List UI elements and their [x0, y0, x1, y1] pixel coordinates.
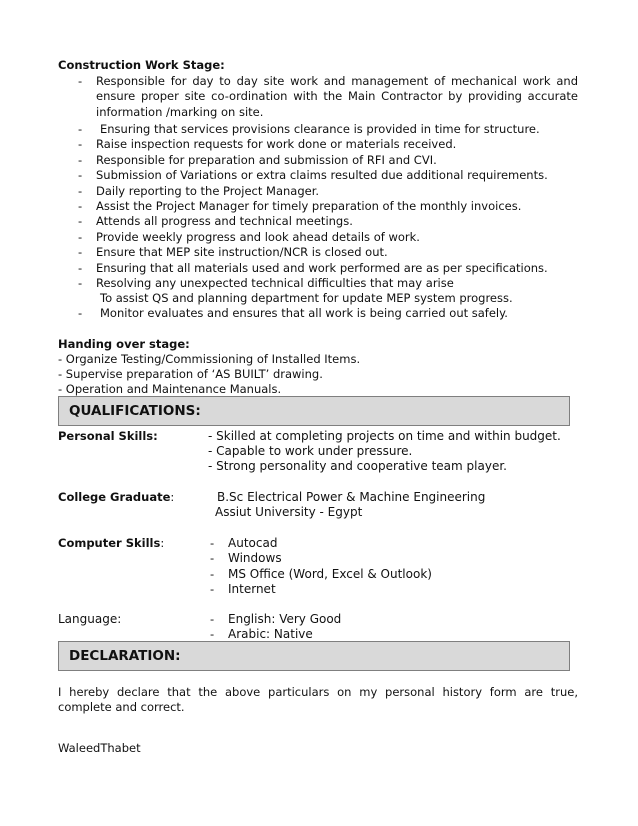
list-item-text: Resolving any unexpected technical difficulties that may arise [96, 276, 454, 290]
list-item-text: Responsible for day to day site work and management of mechanical work and ensure proper site co-ordination with the Main Contractor by providing accurate information /marking on site. [96, 74, 578, 119]
college-degree: B.Sc Electrical Power & Machine Engineering [217, 490, 486, 504]
list-item-text: Internet [228, 582, 276, 597]
list-dash: - [78, 260, 83, 275]
personal-skills-label: Personal Skills: [58, 429, 158, 443]
handover-item: - Operation and Maintenance Manuals. [58, 382, 282, 396]
handover-item: - Organize Testing/Commissioning of Installed Items. [58, 352, 361, 366]
college-label-row [58, 490, 174, 504]
college-colon: : [170, 490, 175, 504]
list-dash: - [78, 245, 83, 260]
declaration-text: I hereby declare that the above particulars on my personal history form are true, complete and correct. [58, 685, 578, 715]
handover-heading: Handing over stage: [58, 337, 190, 351]
computer-label-row [58, 536, 164, 550]
declaration-header: DECLARATION: [58, 641, 570, 671]
list-dash: - [78, 276, 83, 290]
computer-skills-label: Computer Skills [58, 536, 161, 550]
list-item-text: Raise inspection requests for work done or materials received. [96, 137, 457, 152]
list-dash: - [210, 582, 215, 597]
list-item-text: Windows [228, 551, 282, 566]
list-item-text: Daily reporting to the Project Manager. [96, 183, 320, 198]
list-item-text: Monitor evaluates and ensures that all work is being carried out safely. [100, 306, 508, 320]
list-dash: - [78, 229, 83, 244]
list-dash: - [78, 152, 83, 167]
construction-heading: Construction Work Stage: [58, 58, 225, 72]
list-dash: - [78, 74, 83, 88]
college-university: Assiut University - Egypt [215, 505, 363, 519]
list-item-text: Ensuring that all materials used and work performed are as per specifications. [96, 260, 548, 275]
list-dash: - [210, 536, 215, 550]
list-item-text: Assist the Project Manager for timely preparation of the monthly invoices. [96, 199, 522, 213]
list-item-text: Responsible for preparation and submission of RFI and CVI. [96, 152, 437, 167]
list-item-text: Attends all progress and technical meetings. [96, 214, 353, 229]
handover-item: - Supervise preparation of ‘AS BUILT’ drawing. [58, 367, 323, 381]
list-item-text: MS Office (Word, Excel & Outlook) [228, 566, 432, 581]
personal-skill-item: - Strong personality and cooperative team player. [208, 459, 507, 473]
language-label: Language: [58, 612, 122, 626]
list-dash: - [210, 551, 215, 566]
list-continuation: To assist QS and planning department for update MEP system progress. [100, 291, 513, 305]
list-dash: - [78, 122, 83, 136]
personal-skill-item: - Skilled at completing projects on time and within budget. [208, 429, 561, 443]
list-dash: - [78, 306, 83, 320]
list-dash: - [210, 612, 215, 626]
qualifications-header: QUALIFICATIONS: [58, 396, 570, 426]
list-item-text: Provide weekly progress and look ahead details of work. [96, 229, 420, 244]
list-item-text: Arabic: Native [228, 627, 313, 642]
college-graduate-label: College Graduate [58, 490, 171, 504]
list-item-text: Autocad [228, 536, 278, 550]
list-dash: - [78, 137, 83, 152]
list-item-text: Submission of Variations or extra claims resulted due additional requirements. [96, 168, 548, 183]
list-item-text: Ensuring that services provisions clearance is provided in time for structure. [100, 122, 540, 136]
list-dash: - [78, 214, 83, 229]
personal-skill-item: - Capable to work under pressure. [208, 444, 413, 458]
list-dash: - [210, 627, 215, 642]
list-dash: - [78, 199, 83, 213]
signature: WaleedThabet [58, 741, 141, 755]
computer-colon: : [160, 536, 165, 550]
list-dash: - [210, 566, 215, 581]
list-item-text: English: Very Good [228, 612, 342, 626]
list-item-text: Ensure that MEP site instruction/NCR is closed out. [96, 245, 388, 260]
list-dash: - [78, 183, 83, 198]
list-dash: - [78, 168, 83, 183]
